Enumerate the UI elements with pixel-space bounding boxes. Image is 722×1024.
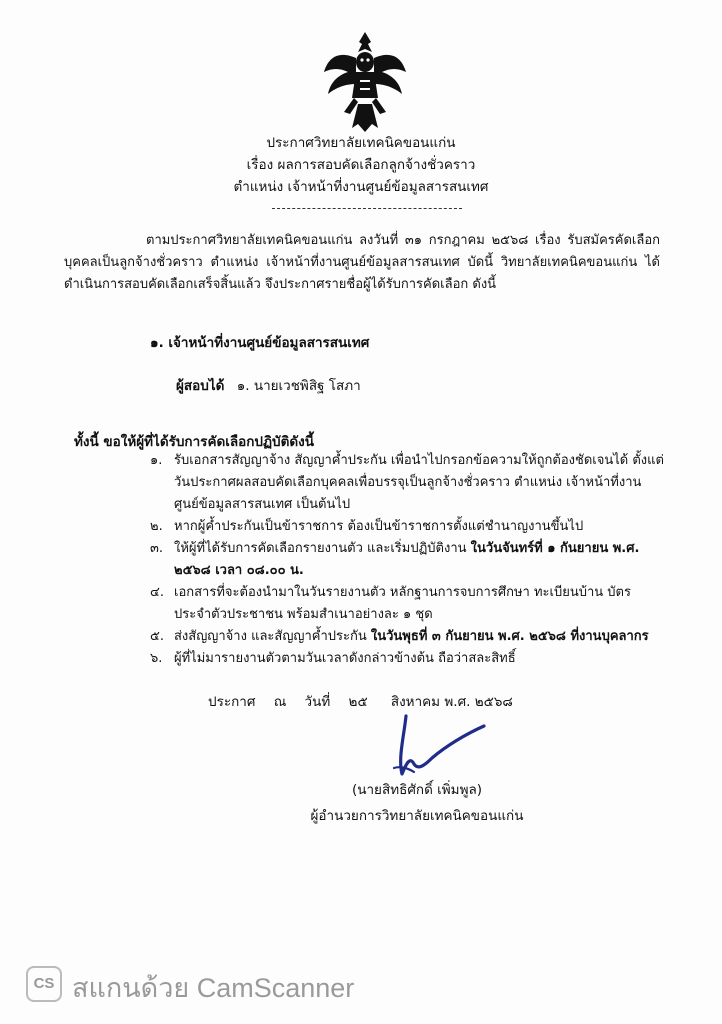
rule-item	[150, 648, 666, 670]
announcement-header	[0, 132, 722, 198]
position-heading: ๑. เจ้าหน้าที่งานศูนย์ข้อมูลสารสนเทศ	[150, 335, 370, 351]
camscanner-watermark: สแกนด้วย CamScanner	[72, 973, 355, 1003]
rule-item	[150, 582, 666, 626]
directive-heading: ทั้งนี้ ขอให้ผู้ที่ได้รับการคัดเลือกปฏิบัติดังนี้	[74, 434, 314, 450]
intro-paragraph	[64, 230, 660, 296]
passed-name: ๑. นายเวชพิสิฐ โสภา	[236, 378, 361, 394]
header-separator	[272, 208, 462, 209]
rule-item	[150, 538, 666, 582]
rule-text: หากผู้ค้ำประกันเป็นข้าราชการ ต้องเป็นข้าราชการตั้งแต่ชำนาญงานขึ้นไป	[174, 519, 584, 534]
signer-title: ผู้อำนวยการวิทยาลัยเทคนิคขอนแก่น	[310, 808, 524, 824]
rule-item	[150, 516, 666, 538]
announcement-subject: เรื่อง ผลการสอบคัดเลือกลูกจ้างชั่วคราว	[246, 157, 476, 173]
rule-item	[150, 626, 666, 648]
rule-text: เอกสารที่จะต้องนำมาในวันรายงานตัว หลักฐานการจบการศึกษา ทะเบียนบ้าน บัตรประจำตัวประชาชน พร้อมสำเนาอย่างละ ๑ ชุด	[174, 585, 631, 622]
passed-candidate	[176, 374, 361, 396]
dateline-day: ๒๕	[348, 694, 368, 710]
rule-text: ส่งสัญญาจ้าง และสัญญาค้ำประกัน	[174, 629, 371, 644]
rule-item	[150, 450, 666, 516]
rule-emphasis: ในวันพุธที่ ๓ กันยายน พ.ศ. ๒๕๖๘ ที่งานบุคลากร	[370, 629, 649, 644]
announcement-position: ตำแหน่ง เจ้าหน้าที่งานศูนย์ข้อมูลสารสนเทศ	[233, 179, 489, 195]
garuda-emblem	[320, 28, 410, 136]
rule-number: ๖.	[150, 651, 163, 666]
rule-text: รับเอกสารสัญญาจ้าง สัญญาค้ำประกัน เพื่อนำไปกรอกข้อความให้ถูกต้องชัดเจนได้ ตั้งแต่วันประกาศผลสอบคัดเลือกบุคคลเพื่อบรรจุเป็นลูกจ้างชั่วคราว ตำแหน่ง เจ้าหน้าที่งานศูนย์ข้อมูลสารสนเทศ เป็นต้นไป	[174, 453, 664, 512]
dateline-at: ณ	[273, 694, 287, 710]
rule-text: ผู้ที่ไม่มารายงานตัวตามวันเวลาดังกล่าวข้างต้น ถือว่าสละสิทธิ์	[174, 651, 516, 666]
passed-label: ผู้สอบได้	[176, 378, 225, 394]
rule-number: ๕.	[150, 629, 164, 644]
rule-number: ๑.	[150, 453, 163, 468]
rules-list	[150, 450, 666, 670]
intro-text: ตามประกาศวิทยาลัยเทคนิคขอนแก่น ลงวันที่ ๓๑ กรกฎาคม ๒๕๖๘ เรื่อง รับสมัครคัดเลือกบุคคลเป็นลูกจ้างชั่วคราว ตำแหน่ง เจ้าหน้าที่งานศูนย์ข้อมูลสารสนเทศ บัดนี้ วิทยาลัยเทคนิคขอนแก่น ได้ดำเนินการสอบคัดเลือกเสร็จสิ้นแล้ว จึงประกาศรายชื่อผู้ได้รับการคัดเลือก ดังนี้	[64, 233, 660, 292]
announcement-issuer: ประกาศวิทยาลัยเทคนิคขอนแก่น	[266, 135, 456, 151]
dateline-day-label: วันที่	[304, 694, 331, 710]
rule-emphasis: ในวันจันทร์ที่ ๑ กันยายน พ.ศ. ๒๕๖๘ เวลา ๐๘.๐๐ น.	[174, 541, 640, 578]
rule-number: ๒.	[150, 519, 163, 534]
dateline-announce: ประกาศ	[208, 694, 256, 710]
camscanner-logo: CS	[26, 966, 62, 1002]
rule-number: ๓.	[150, 541, 164, 556]
rule-text: ให้ผู้ที่ได้รับการคัดเลือกรายงานตัว และเริ่มปฏิบัติงาน	[174, 541, 471, 556]
signer-name: (นายสิทธิศักดิ์ เพิ่มพูล)	[351, 782, 483, 798]
rule-number: ๔.	[150, 585, 164, 600]
dateline-month-year: สิงหาคม พ.ศ. ๒๕๖๘	[390, 694, 513, 710]
